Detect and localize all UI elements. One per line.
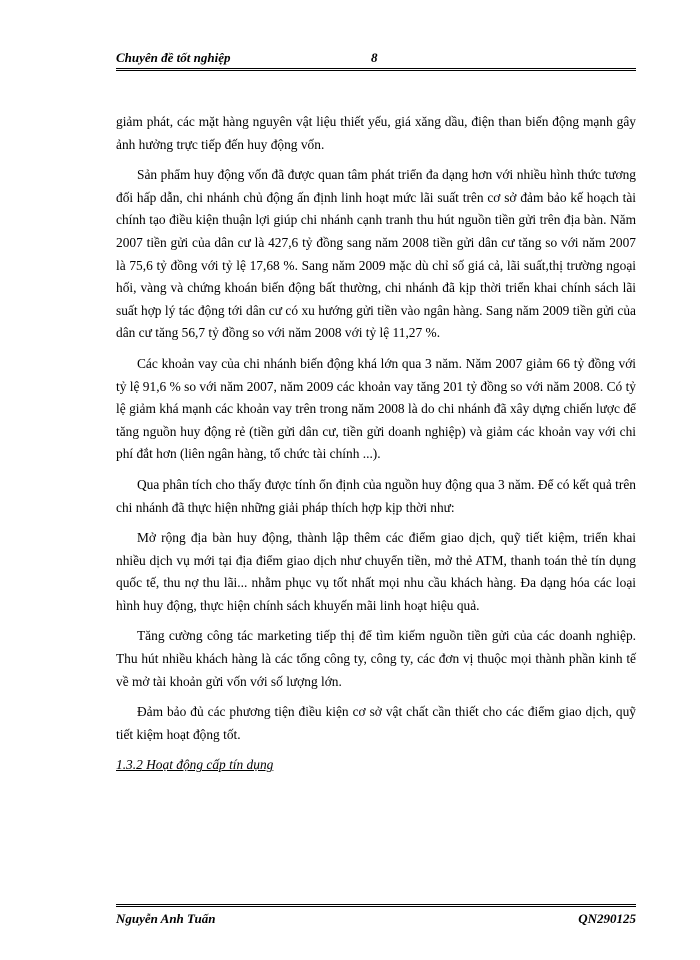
student-code: QN290125 <box>578 911 636 926</box>
paragraph: Đảm bảo đủ các phương tiện điều kiện cơ sở vật chất cần thiết cho các điểm giao dịch, quỹ tiết kiệm hoạt động tốt. <box>116 704 636 742</box>
paragraph: Mở rộng địa bàn huy động, thành lập thêm các điểm giao dịch, quỹ tiết kiệm, triển khai nhiều dịch vụ mới tại địa điểm giao dịch như chuyển tiền, mở thẻ ATM, thanh toán thẻ tín dụng quốc tế, thu nợ thu lãi... nhằm phục vụ tốt nhất mọi nhu cầu khách hàng. Đa dạng hóa các loại hình huy động, thực hiện chính sách khuyến mãi linh hoạt hiệu quả. <box>116 530 636 613</box>
document-body <box>116 111 636 785</box>
author-name: Nguyễn Anh Tuấn <box>116 911 216 926</box>
paragraph: giảm phát, các mặt hàng nguyên vật liệu thiết yếu, giá xăng dầu, điện than biến động mạnh gây ảnh hưởng trực tiếp đến huy động vốn. <box>116 114 636 152</box>
section-subheading: 1.3.2 Hoạt động cấp tín dụng <box>116 757 274 773</box>
page-number: 8 <box>371 50 378 65</box>
page-footer <box>116 904 636 931</box>
document-title: Chuyên đề tốt nghiệp <box>116 50 231 65</box>
paragraph: Các khoản vay của chi nhánh biến động khá lớn qua 3 năm. Năm 2007 giảm 66 tỷ đồng với tỷ lệ 91,6 % so với năm 2007, năm 2009 các khoản vay tăng 201 tỷ đồng so với năm 2008. Có tỷ lệ giảm khá mạnh các khoản vay trên trong năm 2008 là do chi nhánh đã xây dựng chiến lược để tăng nguồn huy động rẻ (tiền gửi dân cư, tiền gửi doanh nghiệp) và giảm các khoản vay với chi phí đắt hơn (liên ngân hàng, tổ chức tài chính ...). <box>116 355 636 462</box>
paragraph: Tăng cường công tác marketing tiếp thị để tìm kiếm nguồn tiền gửi của các doanh nghiệp. Thu hút nhiều khách hàng là các tổng công ty, công ty, các đơn vị thuộc mọi thành phần kinh tế về mở tài khoản gửi vốn với số lượng lớn. <box>116 628 636 689</box>
page-header <box>116 46 636 71</box>
paragraph: Qua phân tích cho thấy được tính ổn định của nguồn huy động qua 3 năm. Để có kết quả trên chi nhánh đã thực hiện những giải pháp thích hợp kịp thời như: <box>116 476 636 515</box>
paragraph: Sản phẩm huy động vốn đã được quan tâm phát triển đa dạng hơn với nhiều hình thức tương đối hấp dẫn, chi nhánh chủ động ấn định linh hoạt mức lãi suất trên cơ sở đảm bảo kế hoạch tài chính tạo điều kiện thuận lợi giúp chi nhánh cạnh tranh thu hút nguồn tiền gửi trên địa bàn. Năm 2007 tiền gửi của dân cư là 427,6 tỷ đồng sang năm 2008 tiền gửi dân cư tăng so với năm 2007 là 75,6 tỷ đồng với tỷ lệ 17,68 %. Sang năm 2009 mặc dù chỉ số giá cả, lãi suất,thị trường ngoại hối, vàng và chứng khoán biến động bất thường, chi nhánh đã kịp thời triển khai chính sách lãi suất hợp lý tác động tới dân cư có xu hướng gửi tiền vào ngân hàng. Sang năm 2009 tiền gửi của dân cư tăng 56,7 tỷ đồng so với năm 2008 với tỷ lệ 11,27 %. <box>116 167 636 341</box>
